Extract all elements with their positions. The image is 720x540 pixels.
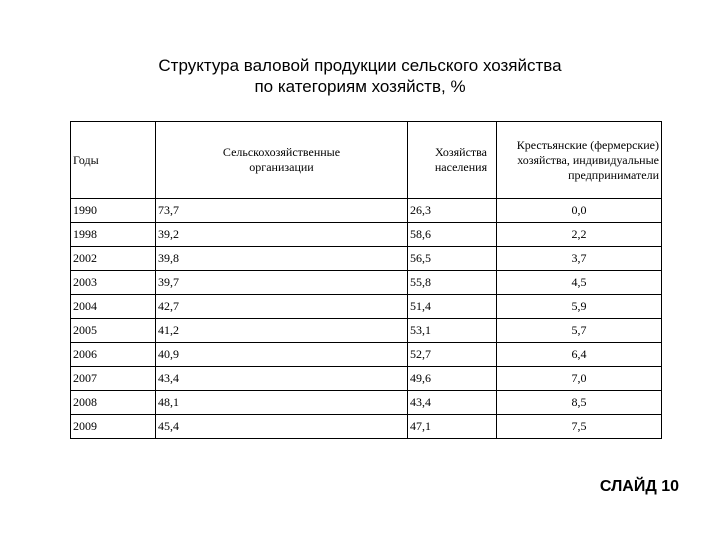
cell-year: 2002 xyxy=(71,247,156,271)
table-row xyxy=(71,319,662,343)
table-row xyxy=(71,343,662,367)
cell-organizations: 39,7 xyxy=(156,271,408,295)
cell-farms: 7,0 xyxy=(497,367,662,391)
cell-farms: 0,0 xyxy=(497,199,662,223)
header-farms xyxy=(497,122,662,199)
cell-organizations: 42,7 xyxy=(156,295,408,319)
cell-households: 52,7 xyxy=(408,343,497,367)
cell-households: 58,6 xyxy=(408,223,497,247)
cell-farms: 6,4 xyxy=(497,343,662,367)
cell-year: 2004 xyxy=(71,295,156,319)
cell-year: 1990 xyxy=(71,199,156,223)
cell-organizations: 73,7 xyxy=(156,199,408,223)
page-title xyxy=(0,55,720,97)
cell-year: 2009 xyxy=(71,415,156,439)
cell-year: 2006 xyxy=(71,343,156,367)
cell-year: 2003 xyxy=(71,271,156,295)
header-farms-label: Крестьянские (фермерские) хозяйства, индивидуальные предприниматели xyxy=(516,137,659,182)
cell-households: 53,1 xyxy=(408,319,497,343)
cell-households: 49,6 xyxy=(408,367,497,391)
table-row xyxy=(71,247,662,271)
cell-farms: 2,2 xyxy=(497,223,662,247)
table-row xyxy=(71,415,662,439)
title-line-1: Структура валовой продукции сельского хозяйства xyxy=(158,56,562,75)
table-row xyxy=(71,223,662,247)
cell-households: 55,8 xyxy=(408,271,497,295)
cell-farms: 4,5 xyxy=(497,271,662,295)
cell-year: 2008 xyxy=(71,391,156,415)
cell-organizations: 40,9 xyxy=(156,343,408,367)
cell-organizations: 39,8 xyxy=(156,247,408,271)
table-header-row xyxy=(71,122,662,199)
cell-organizations: 48,1 xyxy=(156,391,408,415)
cell-farms: 5,7 xyxy=(497,319,662,343)
cell-households: 43,4 xyxy=(408,391,497,415)
cell-farms: 5,9 xyxy=(497,295,662,319)
cell-organizations: 45,4 xyxy=(156,415,408,439)
title-line-2: по категориям хозяйств, % xyxy=(254,77,466,96)
header-households-label: Хозяйства населения xyxy=(434,145,488,174)
cell-households: 47,1 xyxy=(408,415,497,439)
cell-farms: 8,5 xyxy=(497,391,662,415)
cell-farms: 7,5 xyxy=(497,415,662,439)
header-agricultural-organizations xyxy=(156,122,408,199)
cell-households: 26,3 xyxy=(408,199,497,223)
cell-year: 1998 xyxy=(71,223,156,247)
header-agricultural-organizations-label: Сельскохозяйственные организации xyxy=(222,145,341,174)
cell-farms: 3,7 xyxy=(497,247,662,271)
production-structure-table xyxy=(70,121,662,439)
table-row xyxy=(71,295,662,319)
header-households xyxy=(408,122,497,199)
table-row xyxy=(71,391,662,415)
cell-organizations: 39,2 xyxy=(156,223,408,247)
cell-year: 2005 xyxy=(71,319,156,343)
cell-year: 2007 xyxy=(71,367,156,391)
header-years: Годы xyxy=(71,122,156,199)
slide-number-label: СЛАЙД 10 xyxy=(599,478,679,495)
table-row xyxy=(71,199,662,223)
table-row xyxy=(71,367,662,391)
cell-organizations: 41,2 xyxy=(156,319,408,343)
cell-organizations: 43,4 xyxy=(156,367,408,391)
table-row xyxy=(71,271,662,295)
cell-households: 56,5 xyxy=(408,247,497,271)
cell-households: 51,4 xyxy=(408,295,497,319)
